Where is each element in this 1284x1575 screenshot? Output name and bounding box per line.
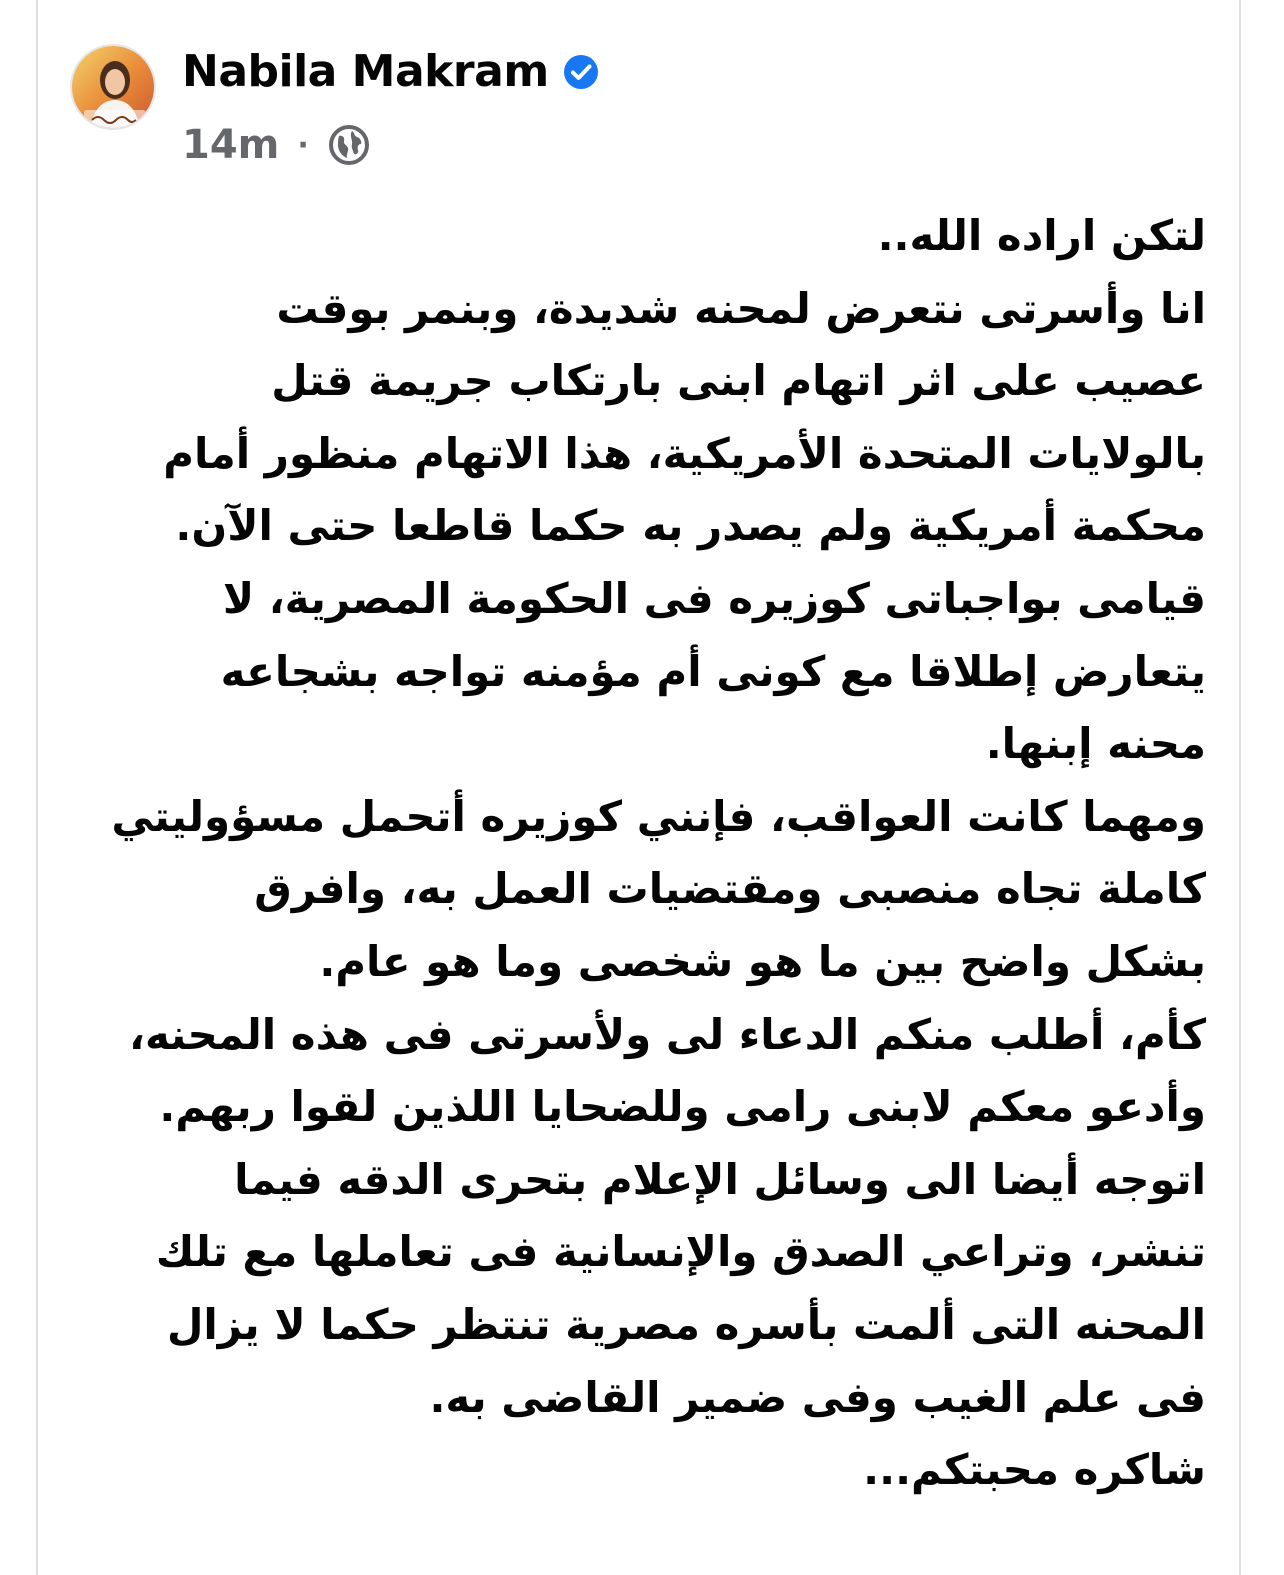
right-border [1239, 0, 1241, 1575]
avatar[interactable] [70, 44, 156, 130]
globe-icon[interactable] [327, 123, 371, 167]
post-text-line: شاكره محبتكم... [863, 1445, 1206, 1495]
avatar-image [72, 46, 156, 130]
post-text-line: لتكن اراده الله.. [877, 211, 1206, 260]
post-body [66, 200, 1206, 1507]
verified-badge-icon [561, 52, 601, 92]
post-text-line: فى علم الغيب وفى ضمير القاضى به. [429, 1372, 1206, 1422]
post-text-line: ومهما كانت العواقب، فإنني كوزيره أتحمل مسؤوليتي [111, 791, 1206, 841]
post-text-line: انا وأسرتى نتعرض لمحنه شديدة، وبنمر بوقت [276, 283, 1206, 333]
post-text-line: محنه إبنها. [985, 719, 1206, 769]
post-text-line: وأدعو معكم لابنى رامى وللضحايا اللذين لقوا ربهم. [159, 1082, 1206, 1132]
post-meta [182, 122, 371, 168]
post-text-line: بالولايات المتحدة الأمريكية، هذا الاتهام منظور أمام [163, 428, 1206, 478]
post-timestamp[interactable]: 14m [182, 122, 280, 168]
left-border [36, 0, 38, 1575]
author-row [182, 46, 601, 97]
post-header [70, 44, 770, 174]
author-name[interactable]: Nabila Makram [182, 46, 549, 97]
post-text-line: عصيب على اثر اتهام ابنى بارتكاب جريمة قتل [271, 356, 1206, 406]
post-text-line: تنشر، وتراعي الصدق والإنسانية فى تعاملها مع تلك [155, 1227, 1206, 1277]
meta-separator: · [297, 127, 309, 163]
post-text-line: محكمة أمريكية ولم يصدر به حكما قاطعا حتى الآن. [175, 501, 1206, 551]
post-text-line: كاملة تجاه منصبى ومقتضيات العمل به، وافرق [254, 864, 1206, 914]
post-text-line: كأم، أطلب منكم الدعاء لى ولأسرتى فى هذه المحنه، [128, 1009, 1206, 1059]
post-text-line: المحنه التى ألمت بأسره مصرية تنتظر حكما لا يزال [166, 1299, 1206, 1349]
post-text-line: يتعارض إطلاقا مع كونى أم مؤمنه تواجه بشجاعه [220, 646, 1206, 696]
post-text-line: اتوجه أيضا الى وسائل الإعلام بتحرى الدقه فيما [234, 1154, 1206, 1204]
post-text-line: قيامى بواجباتى كوزيره فى الحكومة المصرية، لا [222, 573, 1206, 623]
post-text-line: بشكل واضح بين ما هو شخصى وما هو عام. [319, 936, 1206, 986]
